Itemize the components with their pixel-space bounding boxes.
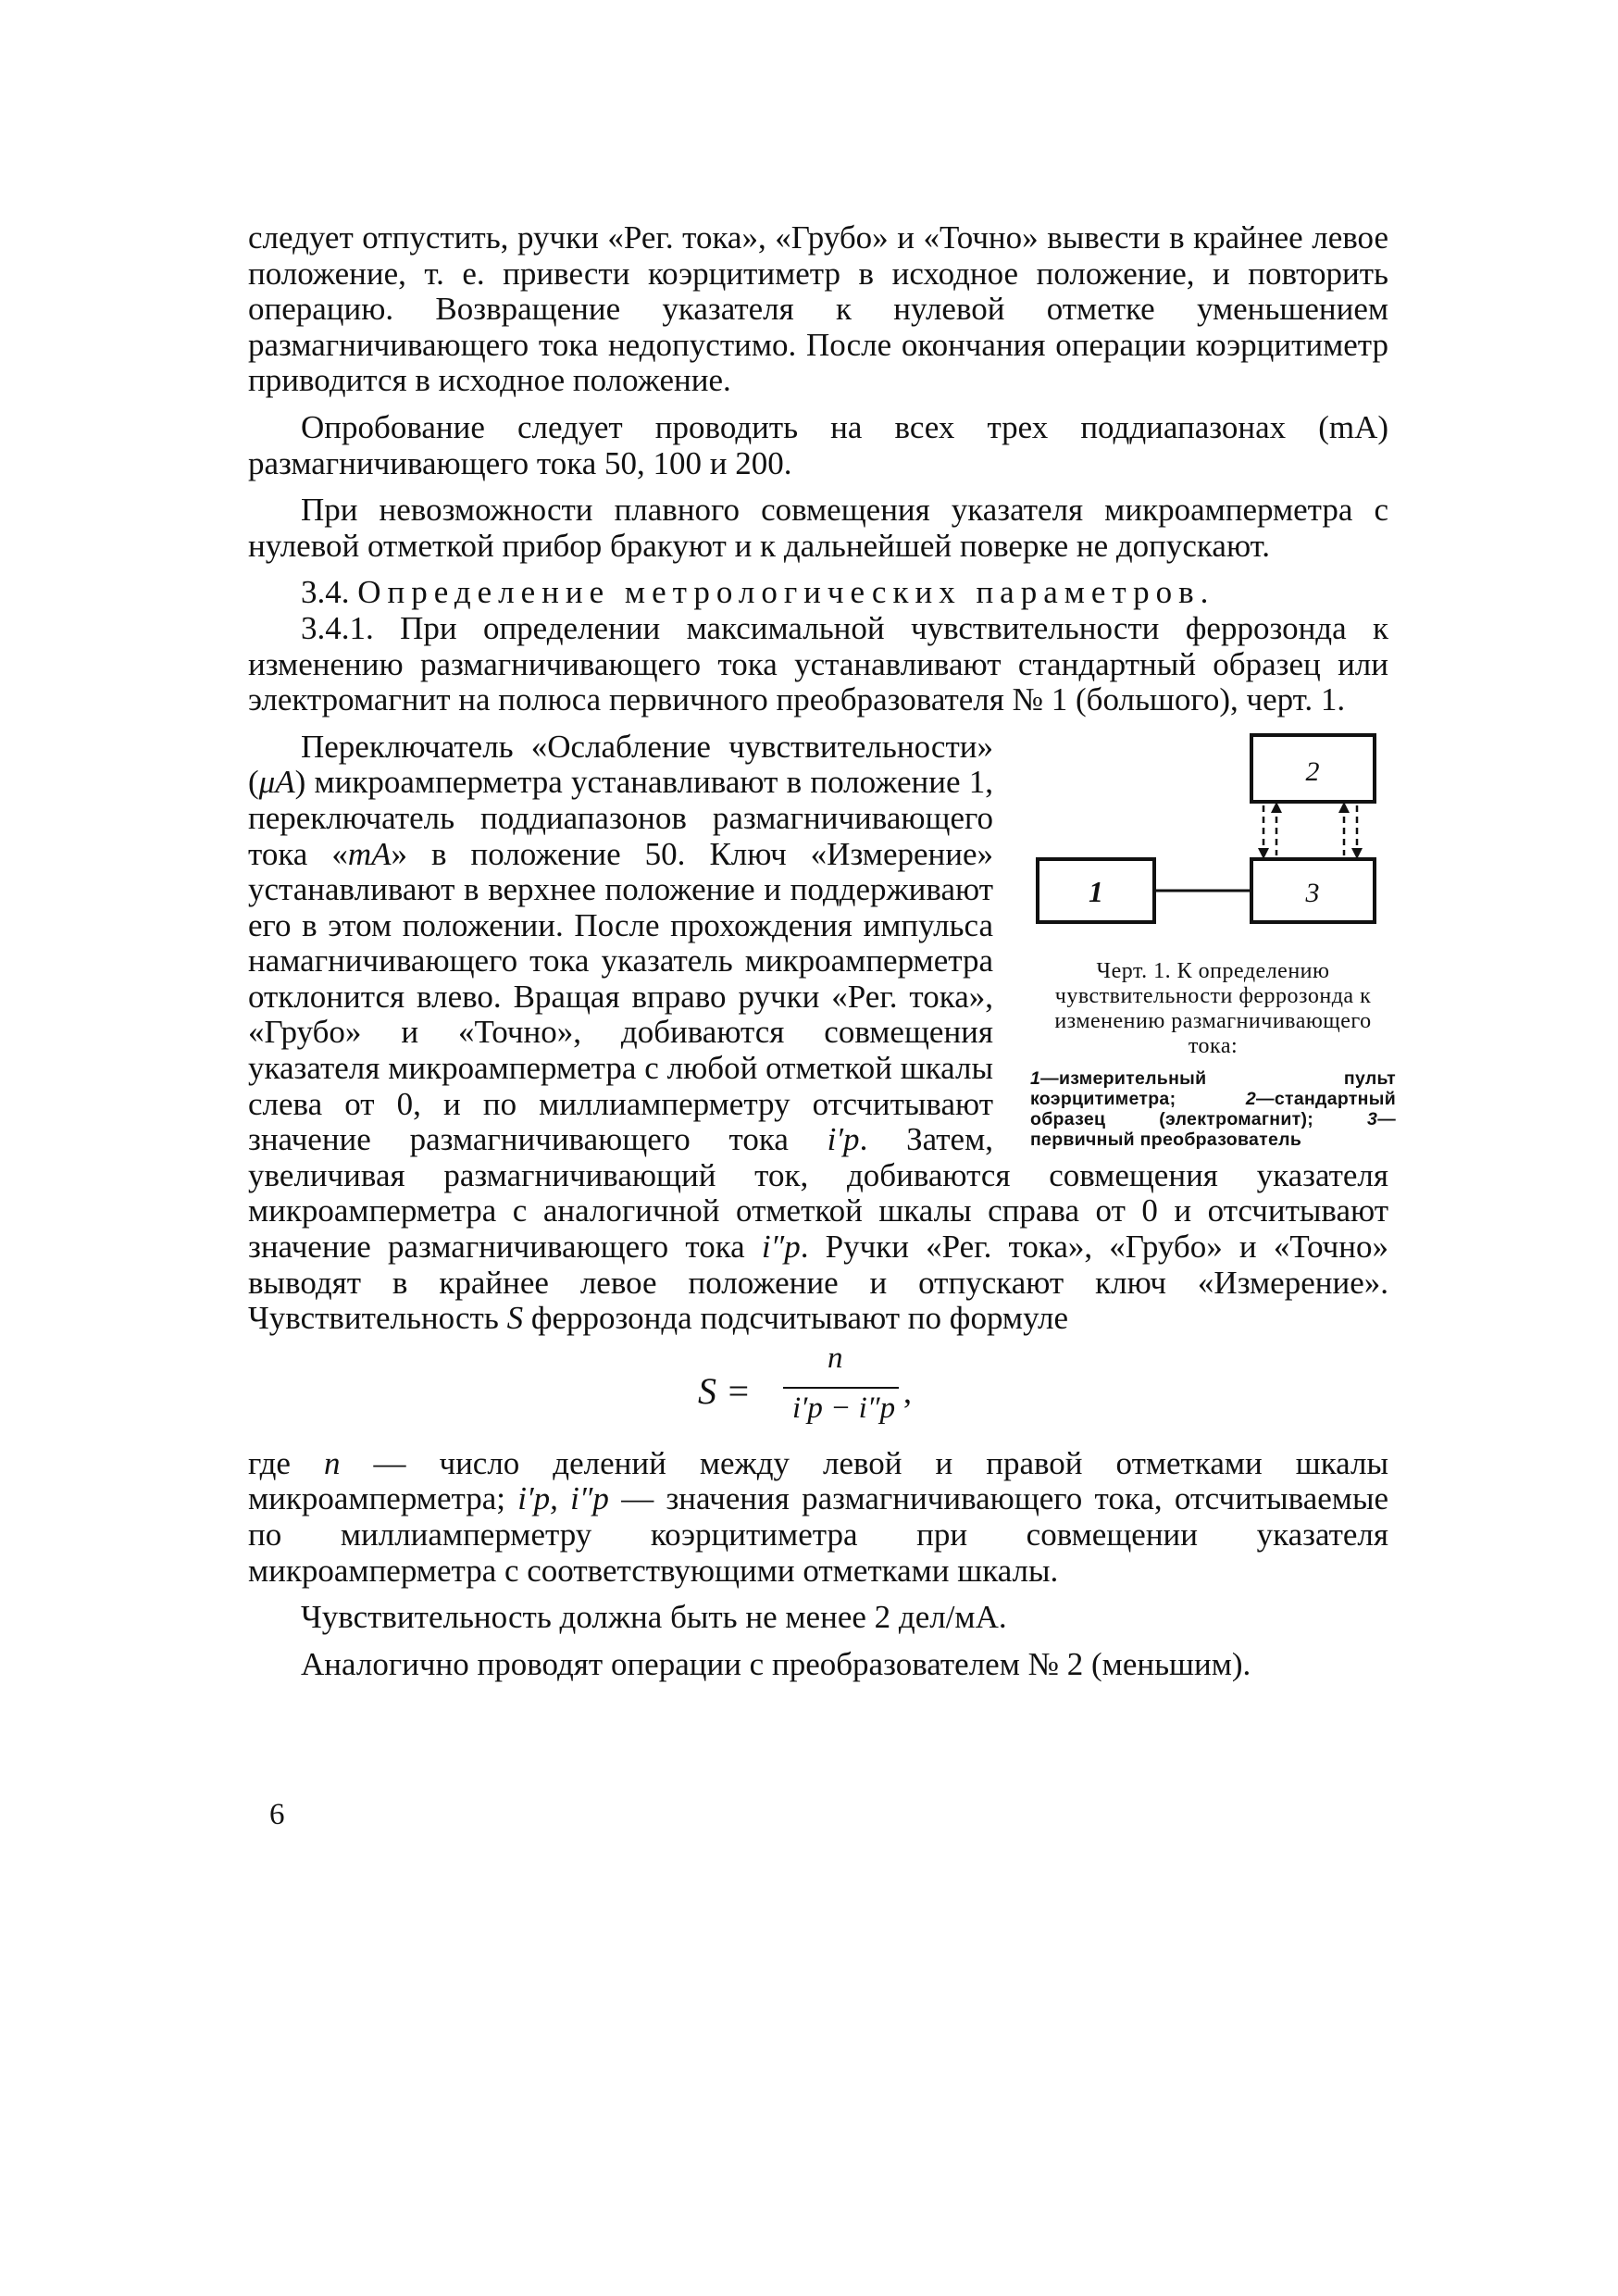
text-run: » в положение 50. Ключ «Измерение» устанавливают в верхнее положение и поддерживают его в этом положении. После прохождения импульса намагничивающего тока указатель микроамперметра отклонится влево. Вращая вправо ручки «Рег. тока», «Грубо» и «Точно», добиваются совмещения указателя микроамперметра с любой отметкой шкалы слева от 0, и по миллиамперметру отсчитывают значение размагничивающего тока	[248, 835, 994, 1158]
dashed-arrows	[1263, 805, 1357, 855]
symbol-s: S	[506, 1300, 524, 1337]
legend-text-3: —первичный преобразователь	[1030, 1108, 1396, 1150]
formula-numerator: n	[828, 1341, 843, 1375]
section-number: 3.4.	[301, 574, 350, 611]
figure-1	[1030, 730, 1396, 1150]
section-title: Определение метрологических параметров.	[357, 574, 1215, 611]
paragraph-where	[248, 1446, 1388, 1589]
fraction-bar	[783, 1387, 899, 1389]
section-heading	[248, 575, 1388, 611]
text-run: Переключатель «Ослабление чувствительности» (	[248, 728, 993, 801]
symbol-i-pair: i′р, i″р	[517, 1480, 609, 1517]
document-page	[248, 219, 1396, 1682]
text-run: где	[248, 1444, 324, 1481]
box-3-label: 3	[1305, 877, 1320, 908]
unit-microampere: μA	[258, 764, 295, 801]
paragraph-3: При невозможности плавного совмещения указателя микроамперметра с нулевой отметкой прибор бракуют и к дальнейшей поверке не допускают.	[248, 492, 1388, 564]
legend-num-1: 1	[1030, 1067, 1041, 1089]
paragraph-requirement: Чувствительность должна быть не менее 2 дел/мА.	[301, 1599, 1007, 1636]
paragraph-2: Опробование следует проводить на всех трех поддиапазонах (mA) размагничивающего тока 50, 100 и 200.	[248, 408, 1388, 481]
text-run: — число делений между левой и правой отметками шкалы микроамперметра;	[248, 1444, 1388, 1517]
legend-text-2: —стандартный образец (электромагнит);	[1030, 1088, 1396, 1129]
symbol-i-double-prime: i″р	[761, 1229, 801, 1266]
figure-caption: Черт. 1. К определению чувствительности феррозонда к изменению размагничивающего тока:	[1054, 958, 1372, 1058]
paragraph-analog: Аналогично проводят операции с преобразователем № 2 (меньшим).	[301, 1645, 1251, 1682]
box-2-label: 2	[1305, 755, 1320, 787]
formula-denominator: i′р − i″р	[792, 1391, 896, 1425]
text-run: — значения размагничивающего тока, отсчитываемые по миллиамперметру коэрцитиметра при совмещении указателя микроамперметра с соответствующими отметками шкалы.	[248, 1480, 1388, 1589]
text-with-figure	[248, 728, 1396, 1337]
text-run: феррозонда подсчитывают по формуле	[523, 1300, 1069, 1337]
symbol-i-prime: i′р	[827, 1121, 860, 1158]
paragraph-1: следует отпустить, ручки «Рег. тока», «Грубо» и «Точно» вывести в крайнее левое положение, т. е. привести коэрцитиметр в исходное положение, и повторить операцию. Возвращение указателя к нулевой отметке уменьшением размагничивающего тока недопустимо. После окончания операции коэрцитиметр приводится в исходное положение.	[248, 219, 1388, 399]
legend-num-2: 2	[1245, 1088, 1257, 1109]
sensitivity-formula	[248, 1341, 1388, 1439]
text-run: . Затем, увеличивая размагничивающий ток, добиваются совмещения указателя микроамперметра с аналогичной отметкой шкалы справа от 0 и отсчитывают значение размагничивающего тока	[248, 1121, 1388, 1266]
paragraph-3-4-1: 3.4.1. При определении максимальной чувствительности феррозонда к изменению размагничивающего тока устанавливают стандартный образец или электромагнит на полюса первичного преобразователя № 1 (большого), черт. 1.	[248, 609, 1388, 718]
arrow-heads	[1258, 802, 1363, 859]
text-run: . Ручки «Рег. тока», «Грубо» и «Точно» выводят в крайнее левое положение и отпускают ключ «Измерение». Чувствительность	[248, 1229, 1388, 1337]
legend-text-1: —измерительный пульт коэрцитиметра;	[1030, 1067, 1396, 1109]
figure-legend	[1030, 1068, 1396, 1150]
page-number: 6	[269, 1798, 285, 1831]
text-run: ) микроамперметра устанавливают в положение 1, переключатель поддиапазонов размагничивающего тока «	[248, 764, 993, 872]
box-1-label: 1	[1089, 874, 1103, 908]
formula-lhs: S =	[698, 1369, 751, 1412]
legend-num-3: 3	[1367, 1108, 1378, 1129]
block-diagram	[1030, 730, 1396, 942]
formula-comma: ,	[903, 1372, 912, 1410]
symbol-n: n	[323, 1444, 341, 1481]
unit-milliampere: mA	[347, 835, 392, 872]
